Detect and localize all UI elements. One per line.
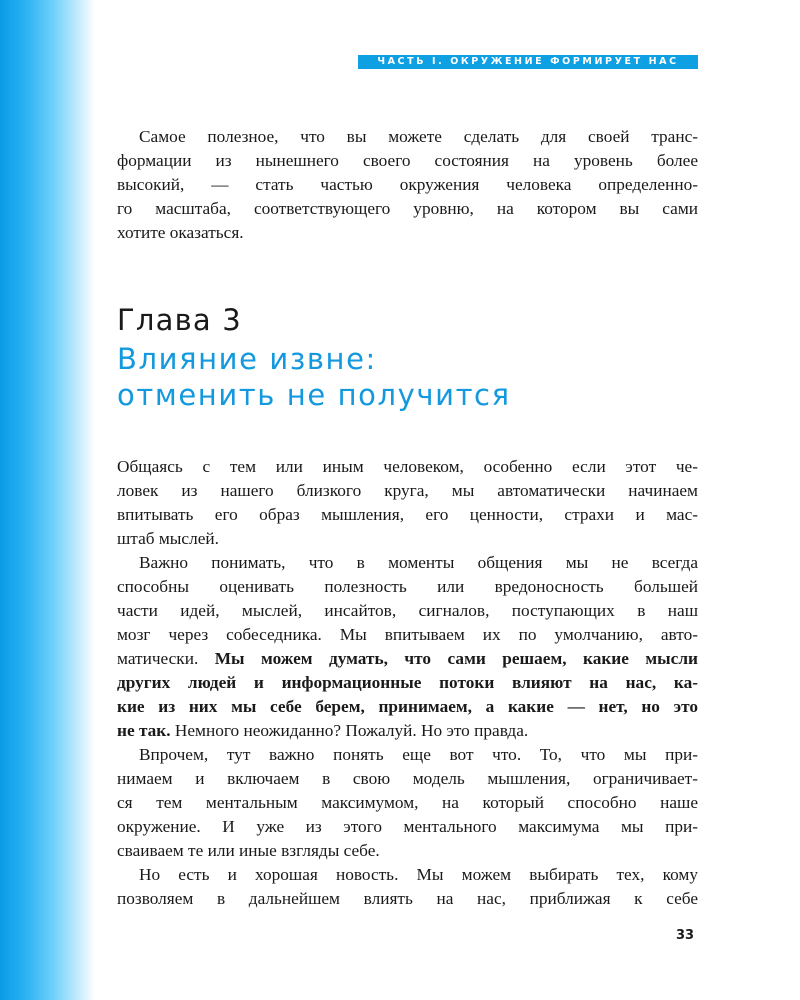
paragraph (117, 863, 698, 911)
chapter-number: Глава 3 (117, 303, 242, 337)
text-line: Важно понимать, что в моменты общения мы не всегда (139, 553, 698, 572)
text-line: Общаясь с тем или иным человеком, особенно если этот че- (117, 457, 698, 476)
text-line: сваиваем те или иные взгляды себе. (117, 841, 380, 860)
text-line (117, 695, 698, 719)
emphasis-text: других людей и информационные потоки влияют на нас, ка- (117, 673, 698, 692)
text-line: способны оценивать полезность или вредоносность большей (117, 577, 698, 596)
text-line: Впрочем, тут важно понять еще вот что. То, что мы при- (139, 745, 698, 764)
text-line: штаб мыслей. (117, 529, 219, 548)
text-line: ся тем ментальным максимумом, на который способно наше (117, 793, 698, 812)
intro-paragraph (117, 125, 698, 245)
text-line (117, 647, 698, 671)
emphasis-text: кие из них мы себе берем, принимаем, а какие — нет, но это (117, 697, 698, 716)
chapter-title-line: отменить не получится (117, 378, 511, 412)
text-segment: Немного неожиданно? Пожалуй. Но это правда. (170, 721, 529, 740)
text-line: Самое полезное, что вы можете сделать для своей транс- (139, 127, 698, 146)
running-header: ЧАСТЬ I. ОКРУЖЕНИЕ ФОРМИРУЕТ НАС (358, 55, 698, 69)
paragraph (117, 455, 698, 551)
text-line: хотите оказаться. (117, 223, 244, 242)
text-segment: матически. (117, 649, 215, 668)
text-line: высокий, — стать частью окружения человека определенно- (117, 175, 698, 194)
emphasis-text: не так. (117, 721, 171, 740)
text-line: окружение. И уже из этого ментального максимума мы при- (117, 817, 698, 836)
text-line: впитывать его образ мышления, его ценности, страхи и мас- (117, 505, 698, 524)
decorative-side-strip (0, 0, 95, 1000)
text-line (117, 719, 698, 743)
chapter-title-line: Влияние извне: (117, 342, 377, 376)
page-number: 33 (676, 928, 695, 943)
text-line: позволяем в дальнейшем влиять на нас, приближая к себе (117, 889, 698, 908)
chapter-body (117, 455, 698, 911)
text-line: нимаем и включаем в свою модель мышления, ограничивает- (117, 769, 698, 788)
text-line: части идей, мыслей, инсайтов, сигналов, поступающих в наш (117, 601, 698, 620)
text-line: мозг через собеседника. Мы впитываем их по умолчанию, авто- (117, 625, 698, 644)
chapter-title (117, 341, 511, 413)
text-line: го масштаба, соответствующего уровню, на котором вы сами (117, 199, 698, 218)
paragraph (117, 551, 698, 743)
text-line: ловек из нашего близкого круга, мы автоматически начинаем (117, 481, 698, 500)
text-line: Но есть и хорошая новость. Мы можем выбирать тех, кому (139, 865, 698, 884)
text-line: формации из нынешнего своего состояния на уровень более (117, 151, 698, 170)
emphasis-text: Мы можем думать, что сами решаем, какие мысли (214, 649, 698, 668)
text-line (117, 671, 698, 695)
paragraph (117, 743, 698, 863)
